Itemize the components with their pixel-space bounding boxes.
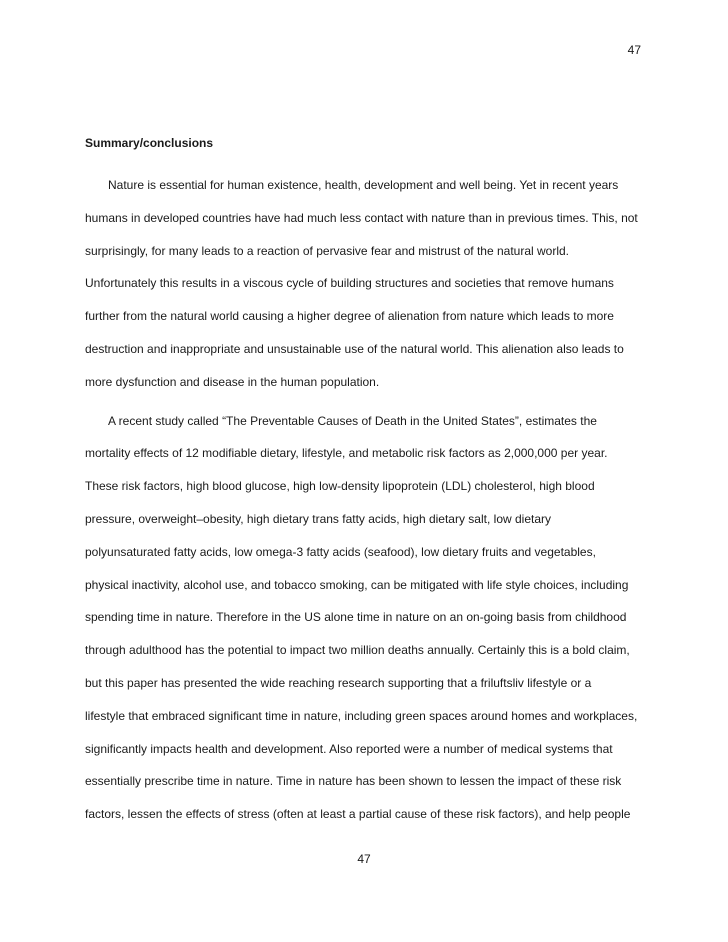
text-line: spending time in nature. Therefore in the US alone time in nature on an on-going basis from childhood bbox=[85, 610, 627, 625]
text-line: A recent study called “The Preventable Causes of Death in the United States”, estimates the bbox=[108, 413, 597, 428]
text-line: Unfortunately this results in a viscous cycle of building structures and societies that remove humans bbox=[85, 276, 614, 291]
text-line: significantly impacts health and development. Also reported were a number of medical systems that bbox=[85, 741, 613, 756]
text-line: lifestyle that embraced significant time in nature, including green spaces around homes and workplaces, bbox=[85, 708, 638, 723]
footer-page-number: 47 bbox=[357, 852, 371, 866]
text-line: polyunsaturated fatty acids, low omega-3 fatty acids (seafood), low dietary fruits and vegetables, bbox=[85, 544, 596, 559]
text-line: destruction and inappropriate and unsustainable use of the natural world. This alienation also leads to bbox=[85, 341, 624, 356]
body-text bbox=[85, 174, 646, 836]
text-line: physical inactivity, alcohol use, and tobacco smoking, can be mitigated with life style choices, including bbox=[85, 577, 629, 592]
text-line: Nature is essential for human existence, health, development and well being. Yet in recent years bbox=[108, 178, 619, 192]
text-line: more dysfunction and disease in the human population. bbox=[85, 374, 380, 389]
text-line: mortality effects of 12 modifiable dietary, lifestyle, and metabolic risk factors as 2,000,000 per year. bbox=[85, 446, 608, 461]
text-line: but this paper has presented the wide reaching research supporting that a friluftsliv lifestyle or a bbox=[85, 675, 592, 690]
paragraph-2 bbox=[85, 410, 646, 836]
text-line: surprisingly, for many leads to a reaction of pervasive fear and mistrust of the natural world. bbox=[85, 243, 570, 258]
text-line: humans in developed countries have had much less contact with nature than in previous times. This, not bbox=[85, 210, 638, 225]
text-line: essentially prescribe time in nature. Time in nature has been shown to lessen the impact of these risk bbox=[85, 774, 622, 789]
text-line: further from the natural world causing a higher degree of alienation from nature which leads to more bbox=[85, 309, 614, 324]
text-line: pressure, overweight–obesity, high dietary trans fatty acids, high dietary salt, low dietary bbox=[85, 511, 552, 526]
text-line: These risk factors, high blood glucose, high low-density lipoprotein (LDL) cholesterol, high blood bbox=[85, 479, 595, 494]
section-heading: Summary/conclusions bbox=[85, 136, 214, 150]
text-line: factors, lessen the effects of stress (often at least a partial cause of these risk factors), and help people bbox=[85, 807, 631, 822]
text-line: through adulthood has the potential to impact two million deaths annually. Certainly this is a bold claim, bbox=[85, 643, 630, 658]
paragraph-1 bbox=[85, 174, 646, 404]
header-page-number: 47 bbox=[627, 43, 641, 57]
